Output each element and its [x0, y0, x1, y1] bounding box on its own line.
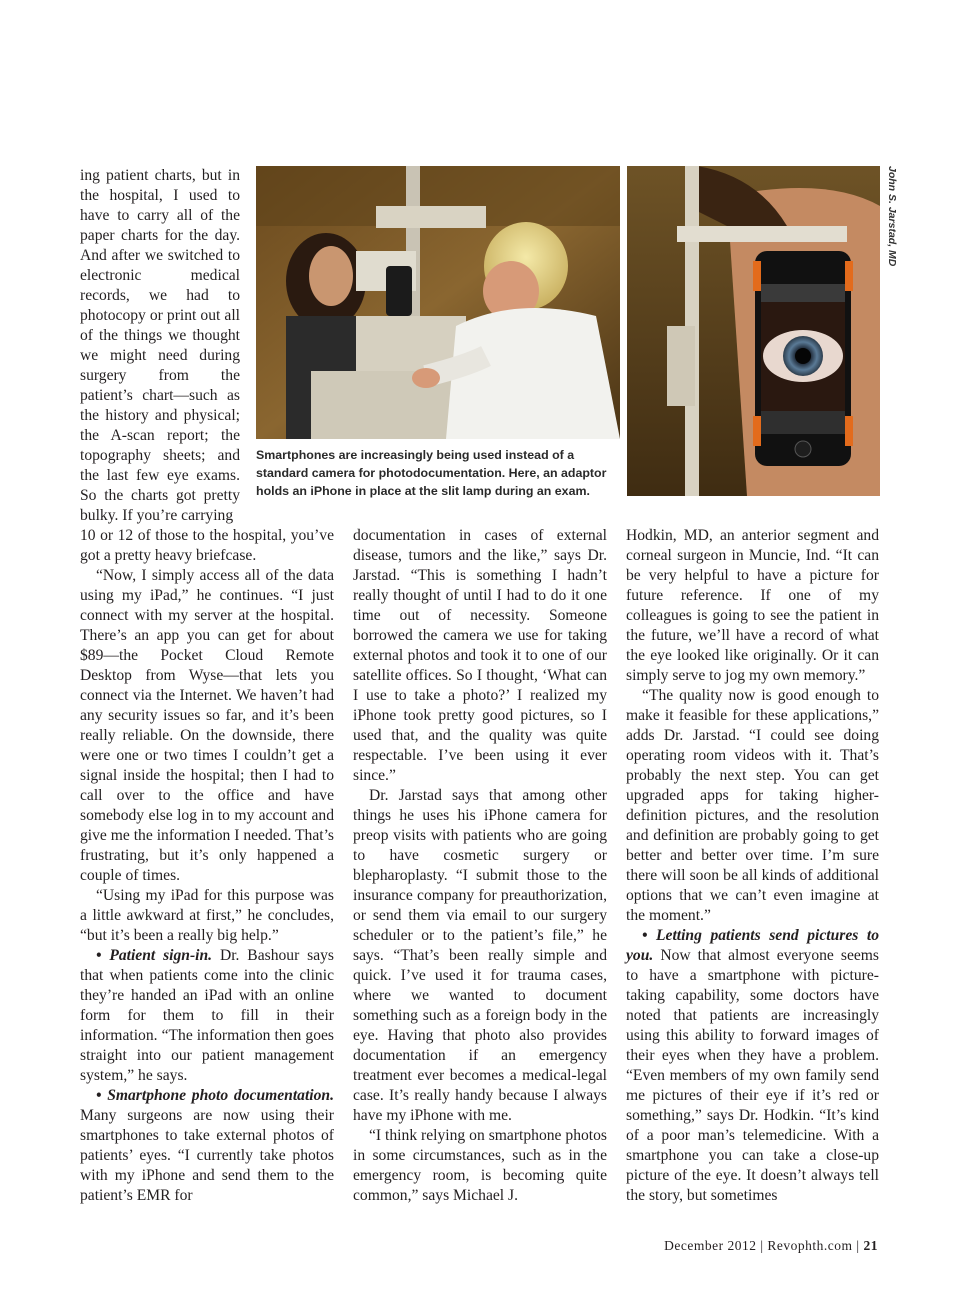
column-1-paragraph: [80, 1086, 334, 1206]
column-2-paragraph: Dr. Jarstad says that among other things he uses his iPhone camera for preop visits with patients who are going to have cosmetic surgery or blepharoplasty. “I submit those to the insurance company for preauthorization, or send them via email to our surgery scheduler or to the patient’s file,” he says. “That’s been really simple and quick. I’ve used it for trauma cases, where we wanted to document something such as a foreign body in the eye. Having that photo also provides documentation if an emergency treatment ever becomes a medical-legal case. It’s really handy because I always have my iPhone with me.: [353, 787, 607, 1124]
page-number: 21: [863, 1238, 878, 1253]
section-lead-patient-sign-in: • Patient sign-in.: [96, 947, 213, 964]
column-3-paragraph: Hodkin, MD, an anterior segment and corneal surgeon in Muncie, Ind. “It can be very helpful to have a picture for future reference. If one of my colleagues is going to see the patient in the future, we’ll have a record of what the eye looked like originally. Or it can simply serve to jog my own memory.”: [626, 527, 879, 684]
iphone-slit-lamp-photo: [627, 166, 880, 496]
column-1-paragraph: 10 or 12 of those to the hospital, you’ve got a pretty heavy briefcase.: [80, 527, 334, 564]
column-1-top-text: [80, 166, 240, 526]
column-1-paragraph: [80, 946, 334, 1086]
column-1-paragraph: “Now, I simply access all of the data using my iPad,” he continues. “I just connect with my server at the hospital. There’s an app you can get for about $89—the Pocket Cloud Remote Desktop from Wyse—that lets you connect via the Internet. We haven’t had any security issues so far, and it’s been really reliable. On the downside, there were one or two times I couldn’t get a signal inside the hospital; then I had to call over to the office and have somebody else log in to my account and give me the information I needed. That’s frustrating, but it’s only happened a couple of times.: [80, 567, 334, 884]
paragraph-body: Now that almost everyone seems to have a smartphone with picture-taking capability, some doctors have noted that patients are increasingly using this ability to forward images of their eyes when they have a problem. “Even members of my own family send me pictures of their eye if it’s red or something,” says Dr. Hodkin. “It’s kind of a poor man’s telemedicine. With a smartphone you can take a close-up picture of the eye. It doesn’t always tell the story, but sometimes: [626, 947, 879, 1204]
paragraph-body: Many surgeons are now using their smartphones to take external photos of patients’ eyes. “I currently take photos with my iPhone and send them to the patient’s EMR for: [80, 1107, 334, 1204]
column-2-paragraph: “I think relying on smartphone photos in some circumstances, such as in the emergency room, is becoming quite common,” says Michael J.: [353, 1127, 607, 1204]
column-1-paragraph: “Using my iPad for this purpose was a little awkward at first,” he concludes, “but it’s been a really big help.”: [80, 887, 334, 944]
column-1: [80, 526, 334, 1206]
slit-lamp-exam-photo: [256, 166, 620, 439]
section-lead-patients-send-pictures: • Letting patients send pictures to you.: [626, 927, 879, 964]
column-2: [353, 526, 607, 1206]
section-lead-smartphone-photo: • Smartphone photo documentation.: [96, 1087, 334, 1104]
column-2-paragraph: documentation in cases of external disease, tumors and the like,” says Dr. Jarstad. “This is something I hadn’t really thought of until I had to do it one time out of necessity. Someone borrowed the camera we use for taking external photos and took it to one of our satellite offices. So I thought, ‘What can I use to take a photo?’ I realized my iPhone took pretty good pictures, so I used that, and the quality was quite respectable. I’ve been using it ever since.”: [353, 527, 607, 784]
page-footer: [664, 1238, 878, 1254]
column-3-paragraph: [626, 926, 879, 1206]
photo-credit: John S. Jarstad, MD: [886, 166, 898, 267]
paragraph-body: Dr. Bashour says that when patients come into the clinic they’re handed an iPad with an online form for them to fill in their information. “The information then goes straight into our patient management system,” he says.: [80, 947, 334, 1084]
column-3-paragraph: “The quality now is good enough to make it feasible for these applications,” adds Dr. Jarstad. “I could see doing operating room videos with it. That’s probably the next step. You can get upgraded apps for taking higher-definition pictures, and the resolution and definition are probably going to get better and better over time. I’m sure there will soon be all kinds of additional options that we can’t even imagine at the moment.”: [626, 687, 879, 924]
column-1-top-paragraph: ing patient charts, but in the hospital, I used to have to carry all of the paper charts for the day. And after we switched to electronic medical records, we had to photocopy or print out all of the things we thought we might need during surgery from the patient’s chart—such as the history and physical; the A-scan report; the topography sheets; and the last few eye exams. So the charts got pretty bulky. If you’re carrying: [80, 167, 240, 524]
photo-caption: Smartphones are increasingly being used instead of a standard camera for photodocumentation. Here, an adaptor holds an iPhone in place at the slit lamp during an exam.: [256, 448, 607, 498]
column-3: [626, 526, 879, 1206]
issue-info: December 2012 | Revophth.com |: [664, 1238, 864, 1253]
